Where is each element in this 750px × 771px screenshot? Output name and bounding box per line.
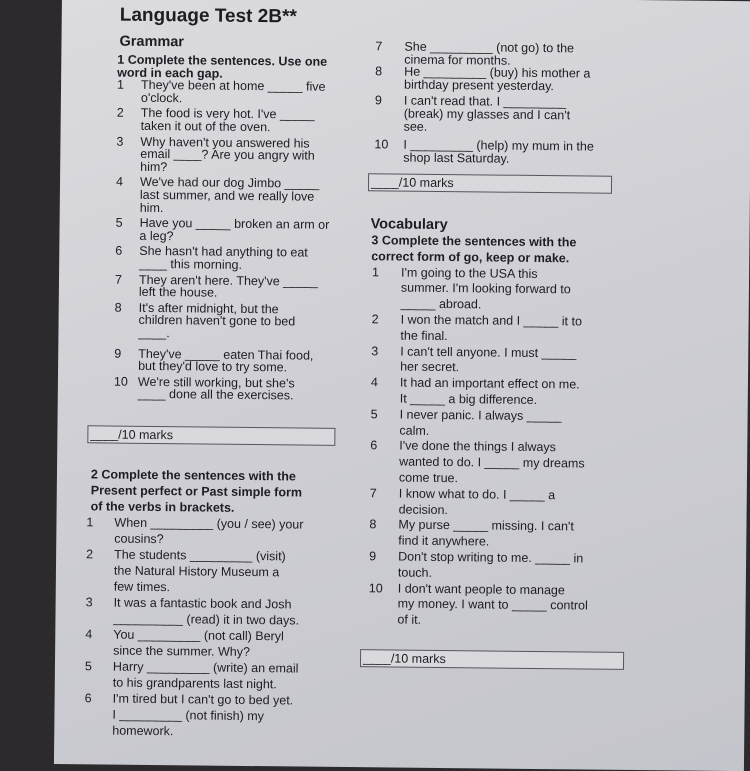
- item-text-line: summer. I'm looking forward to: [400, 280, 571, 297]
- item-number: 1: [372, 264, 380, 279]
- item-text-line: The food is very hot. I've _____: [140, 106, 315, 123]
- item-text-line: You _________ (not call) Beryl: [113, 627, 284, 644]
- instruction-line: 2 Complete the sentences with the: [90, 467, 296, 484]
- item-number: 9: [114, 346, 122, 361]
- item-text-line: They aren't here. They've _____: [138, 272, 319, 289]
- instruction-line: word in each gap.: [117, 65, 223, 81]
- item-text-line: The students _________ (visit): [114, 547, 286, 564]
- item-text-line: birthday present yesterday.: [403, 77, 554, 93]
- item-number: 3: [85, 595, 93, 610]
- page-title: Language Test 2B**: [119, 4, 297, 28]
- item-text-line: find it anywhere.: [398, 533, 490, 549]
- item-text-line: of it.: [397, 612, 422, 627]
- instruction-line: 1 Complete the sentences. Use one: [117, 52, 328, 69]
- item-text-line: him.: [139, 200, 164, 215]
- item-text-line: Have you _____ broken an arm or: [139, 216, 330, 232]
- item-text-line: shop last Saturday.: [403, 150, 510, 166]
- test-sheet: [54, 0, 750, 771]
- item-text-line: touch.: [397, 565, 433, 580]
- item-text-line: Why haven't you answered his: [140, 134, 310, 151]
- item-number: 6: [370, 438, 378, 453]
- item-text-line: taken it out of the oven.: [140, 118, 271, 135]
- item-number: 3: [116, 134, 124, 149]
- item-number: 9: [374, 93, 382, 108]
- item-text-line: I _________ (help) my mum in the: [403, 137, 594, 154]
- instruction-line: 3 Complete the sentences with the: [371, 233, 577, 250]
- item-text-line: wanted to do. I _____ my dreams: [399, 454, 585, 471]
- item-text-line: him?: [140, 159, 168, 174]
- item-text-line: left the house.: [138, 285, 218, 300]
- item-text-line: homework.: [112, 723, 174, 739]
- section-vocabulary: Vocabulary: [370, 216, 448, 234]
- item-text-line: children haven't gone to bed: [138, 313, 296, 329]
- item-text-line: My purse _____ missing. I can't: [398, 517, 574, 534]
- item-number: 10: [113, 374, 128, 389]
- item-text-line: __________ (read) it in two days.: [113, 611, 300, 628]
- item-text-line: my money. I want to _____ control: [397, 596, 588, 613]
- item-text-line: _____ abroad.: [400, 296, 482, 312]
- item-text-line: I never panic. I always _____: [399, 407, 562, 424]
- item-text-line: a leg?: [139, 228, 174, 243]
- marks-box-3: [360, 649, 624, 670]
- item-text-line: calm.: [399, 423, 430, 438]
- section-grammar: Grammar: [119, 33, 185, 51]
- item-text-line: I can't tell anyone. I must _____: [400, 344, 577, 360]
- item-text-line: cousins?: [114, 531, 164, 547]
- item-text-line: I'm going to the USA this: [401, 265, 538, 281]
- item-text-line: to his grandparents last night.: [112, 675, 277, 692]
- item-text-line: cinema for months.: [404, 52, 511, 68]
- item-text-line: It _____ a big difference.: [399, 391, 538, 407]
- item-text-line: decision.: [398, 502, 449, 517]
- item-text-line: (break) my glasses and I can't: [403, 106, 571, 123]
- instruction-line: of the verbs in brackets.: [90, 499, 235, 515]
- marks-label: ____/10 marks: [362, 651, 446, 667]
- item-text-line: She _________ (not go) to the: [404, 39, 575, 56]
- item-text-line: I won the match and I _____ it to: [400, 312, 583, 329]
- instruction-line: correct form of go, keep or make.: [371, 249, 570, 266]
- item-text-line: ____ done all the exercises.: [137, 387, 294, 403]
- item-text-line: o'clock.: [140, 90, 183, 106]
- item-text-line: When _________ (you / see) your: [114, 515, 304, 532]
- item-text-line: I've done the things I always: [399, 438, 557, 455]
- item-text-line: I know what to do. I _____ a: [398, 486, 556, 502]
- item-number: 10: [368, 580, 383, 595]
- marks-label: ____/10 marks: [90, 427, 174, 443]
- item-number: 9: [369, 549, 377, 564]
- item-text-line: It was a fantastic book and Josh: [113, 595, 292, 612]
- item-number: 10: [374, 137, 389, 152]
- item-number: 2: [86, 547, 94, 562]
- item-text-line: Harry _________ (write) an email: [112, 659, 299, 676]
- item-text-line: They've been at home _____ five: [140, 78, 326, 94]
- item-number: 4: [370, 375, 378, 390]
- item-number: 8: [375, 64, 383, 79]
- item-text-line: I can't read that. I _________: [403, 93, 567, 110]
- item-text-line: since the summer. Why?: [113, 643, 251, 660]
- item-number: 4: [85, 627, 93, 642]
- item-text-line: but they'd love to try some.: [138, 359, 288, 375]
- item-number: 7: [114, 272, 123, 287]
- item-text-line: see.: [403, 119, 428, 134]
- item-text-line: the Natural History Museum a: [113, 563, 280, 580]
- item-number: 8: [369, 517, 377, 532]
- item-text-line: We've had our dog Jimbo _____: [139, 175, 320, 192]
- item-text-line: last summer, and we really love: [139, 187, 315, 204]
- item-number: 7: [375, 39, 383, 54]
- item-number: 3: [371, 343, 379, 358]
- item-text-line: few times.: [113, 579, 171, 595]
- item-number: 7: [369, 486, 377, 501]
- marks-label: ____/10 marks: [370, 175, 454, 191]
- item-number: 1: [116, 77, 125, 92]
- marks-box-1: [87, 425, 335, 446]
- item-number: 5: [84, 659, 92, 674]
- item-text-line: They've _____ eaten Thai food,: [138, 346, 314, 363]
- item-text-line: I'm tired but I can't go to bed yet.: [112, 691, 294, 708]
- item-text-line: She hasn't had anything to eat: [139, 244, 308, 260]
- item-number: 1: [86, 515, 94, 530]
- marks-box-2: [368, 173, 612, 194]
- item-text-line: ____ this morning.: [139, 256, 243, 272]
- item-number: 5: [370, 407, 378, 422]
- item-text-line: It had an important effect on me.: [399, 375, 580, 392]
- instruction-line: Present perfect or Past simple form: [90, 483, 303, 500]
- item-number: 6: [115, 243, 123, 259]
- item-text-line: email ____? Are you angry with: [140, 147, 315, 163]
- item-text-line: I don't want people to manage: [397, 581, 565, 597]
- item-number: 5: [115, 215, 123, 230]
- item-text-line: It's after midnight, but the: [138, 300, 279, 317]
- item-text-line: We're still working, but she's: [137, 374, 295, 391]
- item-number: 6: [84, 691, 92, 706]
- item-text-line: the final.: [400, 328, 448, 343]
- item-number: 2: [371, 312, 379, 327]
- item-number: 2: [116, 105, 124, 121]
- item-text-line: I _________ (not finish) my: [112, 707, 265, 724]
- item-text-line: ____.: [138, 325, 170, 341]
- item-number: 4: [115, 174, 124, 190]
- item-text-line: her secret.: [400, 359, 460, 375]
- item-text-line: Don't stop writing to me. _____ in: [398, 549, 584, 566]
- item-text-line: come true.: [398, 470, 459, 486]
- item-number: 8: [114, 300, 122, 315]
- item-text-line: He _________ (buy) his mother a: [404, 64, 591, 81]
